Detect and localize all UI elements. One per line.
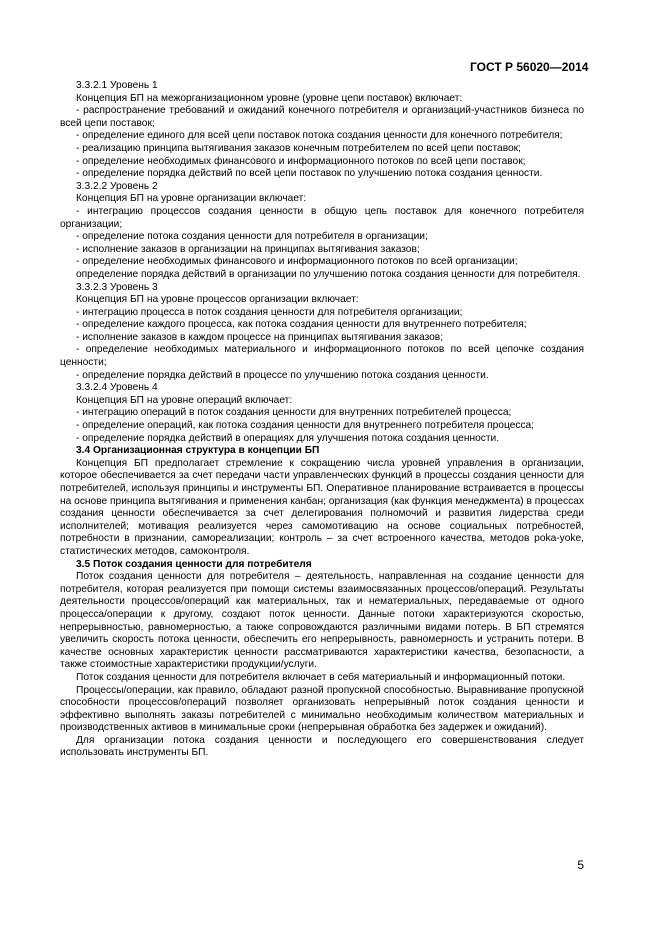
standard-header: ГОСТ Р 56020—2014	[470, 60, 589, 74]
section-heading-3-4: 3.4 Организационная структура в концепции БП	[76, 445, 320, 457]
paragraph: Процессы/операции, как правило, обладают разной пропускной способностью. Выравнивание пропускной способности процессов/операций позволяет организовать непрерывный поток создания ценности и эффективно выполнять заказы потребителей с минимально необходимым количеством материальных и производственных активов в минимальные сроки (непрерывная обработка без задержек и ожиданий).	[60, 684, 584, 734]
list-item: - интеграцию процессов создания ценности в общую цепь поставок для конечного потребителя организации;	[60, 205, 584, 230]
section-heading-3-3-2-1: 3.3.2.1 Уровень 1	[76, 80, 158, 91]
paragraph: Поток создания ценности для потребителя – деятельность, направленная на создание ценности для потребителя, которая реализуется при помощи системы взаимосвязанных процессов/операций. Результаты деятельности процессов/операций как материальных, так и нематериальных, передаваемые от одного процесса/операции к другому, создают поток ценности. Данные потоки характеризуются скоростью, непрерывностью, равномерностью, а также сопровождаются различными видами потерь. В БП стремятся увеличить скорость потока ценности, обеспечить его непрерывность, равномерность и устранить потери. В качестве основных характеристик ценности рассматриваются характеристики качества, безопасности, а также стоимостные характеристики продукции/услуги.	[60, 571, 584, 671]
list-item: - определение необходимых финансового и информационного потоков по всей организации;	[76, 256, 518, 268]
section-heading-3-5: 3.5 Поток создания ценности для потребителя	[76, 558, 312, 570]
paragraph: Для организации потока создания ценности и последующего его совершенствования следует использовать инструменты БП.	[60, 734, 584, 759]
list-item: - определение порядка действий в операциях для улучшения потока создания ценности.	[76, 432, 500, 444]
list-item: определение порядка действий в организации по улучшению потока создания ценности для потребителя.	[76, 268, 581, 280]
list-item: - определение каждого процесса, как потока создания ценности для внутреннего потребителя;	[76, 319, 527, 331]
list-item: - определение порядка действий в процессе по улучшению потока создания ценности.	[76, 369, 489, 381]
list-item: - определение потока создания ценности для потребителя в организации;	[76, 231, 428, 243]
paragraph: Концепция БП предполагает стремление к сокращению числа уровней управления в организации, которое обеспечивается за счет передачи части управленческих функций в процессы создания ценности для потребителей, используя принципы и инструменты БП. Оперативное планирование встраивается в процессы на основе принципа вытягивания и применения канбан; организация (как функция менеджмента) в процессах создания ценности обеспечивается за счет делегирования полномочий и развития лидерства среди исполнителей; мотивация реализуется через самомотивацию на основе социальных потребностей, потребности в признании, самореализации; контроль – за счет встроенного качества, методов poka-yoke, статистических методов, самоконтроля.	[60, 457, 584, 557]
list-item: - определение порядка действий по всей цепи поставок по улучшению потока создания ценности.	[76, 168, 543, 180]
paragraph: Поток создания ценности для потребителя включает в себя материальный и информационный потоки.	[76, 671, 566, 683]
paragraph: Концепция БП на уровне процессов организации включает:	[76, 294, 359, 306]
list-item: - исполнение заказов в организации на принципах вытягивания заказов;	[76, 243, 420, 255]
list-item: - реализацию принципа вытягивания заказов конечным потребителем по всей цепи поставок;	[76, 142, 521, 154]
list-item: - интеграцию операций в поток создания ценности для внутренних потребителей процесса;	[76, 407, 512, 419]
paragraph: Концепция БП на уровне организации включает:	[76, 193, 307, 205]
list-item: - определение операций, как потока создания ценности для внутреннего потребителя процесса;	[76, 420, 535, 432]
list-item: - распространение требований и ожиданий конечного потребителя и организаций-участников бизнеса по всей цепи поставок;	[60, 105, 584, 129]
paragraph: Концепция БП на межорганизационном уровне (уровне цепи поставок) включает:	[76, 92, 463, 104]
list-item: - исполнение заказов в каждом процессе на принципах вытягивания заказов;	[76, 331, 444, 343]
list-item: - определение единого для всей цепи поставок потока создания ценности для конечного потребителя;	[76, 130, 563, 142]
list-item: - определение необходимых финансового и информационного потоков по всей цепи поставок;	[76, 155, 526, 167]
section-heading-3-3-2-3: 3.3.2.3 Уровень 3	[76, 281, 158, 293]
page-number: 5	[577, 858, 584, 872]
section-heading-3-3-2-2: 3.3.2.2 Уровень 2	[76, 180, 158, 192]
list-item: - интеграцию процесса в поток создания ценности для потребителя организации;	[76, 306, 463, 318]
document-body	[60, 80, 584, 760]
list-item: - определение необходимых материального и информационного потоков по всей цепочке создания ценности;	[60, 344, 584, 369]
paragraph: Концепция БП на уровне операций включает:	[76, 394, 293, 406]
section-heading-3-3-2-4: 3.3.2.4 Уровень 4	[76, 382, 158, 394]
